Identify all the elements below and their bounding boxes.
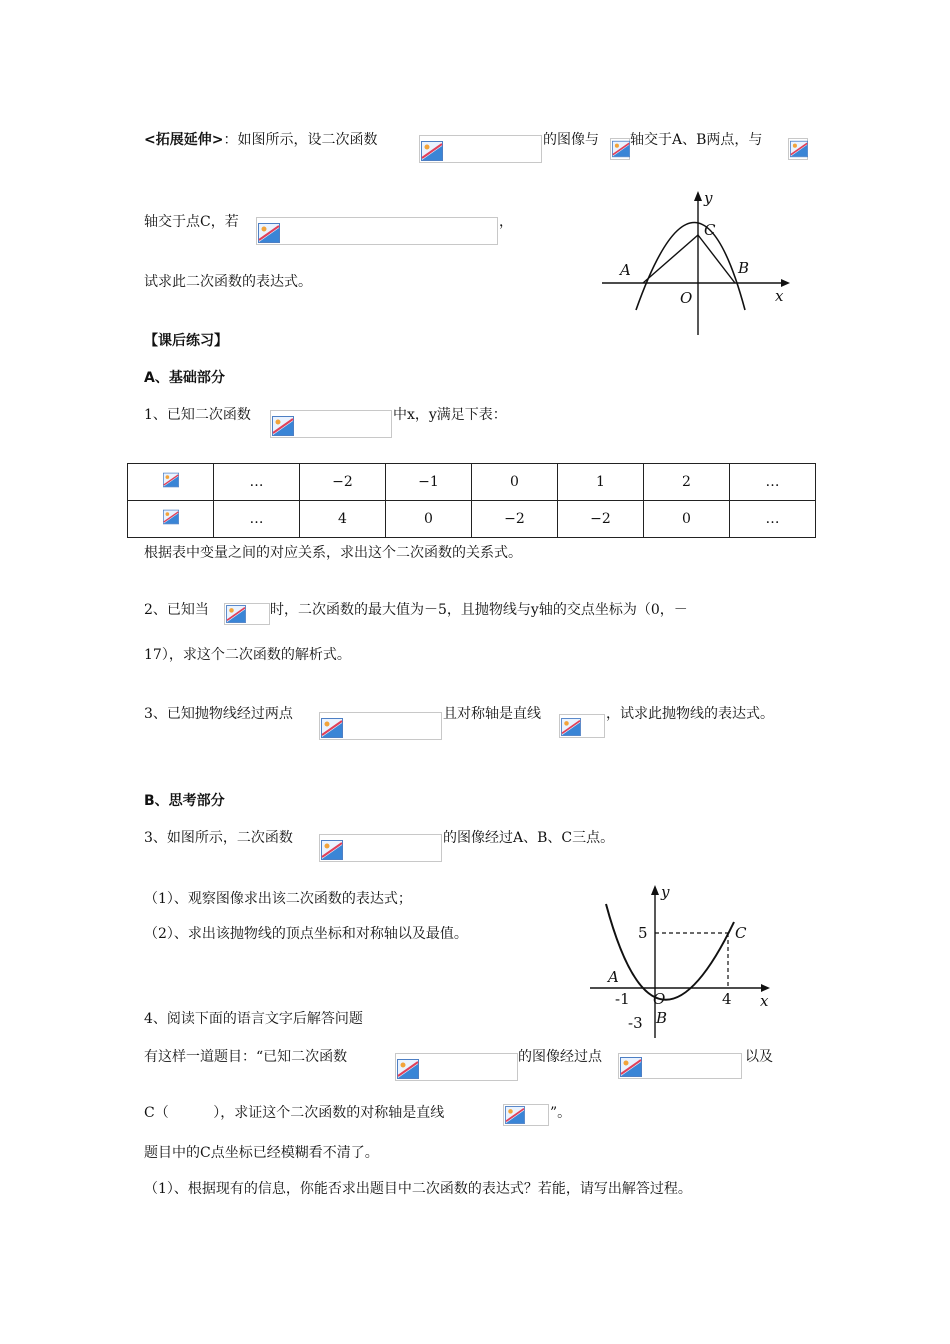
formula-image [618,1053,742,1079]
q4-sub-1: （1）、观察图像求出该二次函数的表达式； [144,891,412,907]
table-cell: −1 [386,464,472,501]
table-cell: … [730,501,816,538]
label-c: C [704,221,716,239]
broken-image-icon [612,140,630,158]
label-four: 4 [722,990,732,1008]
table-cell: 0 [472,464,558,501]
table-cell: 0 [644,501,730,538]
formula-image [503,1104,549,1126]
q4-sub-2: （2）、求出该抛物线的顶点坐标和对称轴以及最值。 [144,926,468,942]
broken-image-icon [226,605,246,623]
q5-intro: 4、阅读下面的语言文字后解答问题 [144,1011,363,1027]
broken-image-icon [321,718,343,738]
formula-image [559,714,605,738]
parabola-figure-1 [600,185,800,340]
table-cell: 2 [644,464,730,501]
part-b-heading: B、思考部分 [144,793,225,809]
table-cell: 1 [558,464,644,501]
formula-image [395,1053,518,1081]
broken-image-icon [163,509,179,525]
table-cell: … [730,464,816,501]
q5-note: 题目中的C点坐标已经模糊看不清了。 [144,1145,379,1161]
table-cell: −2 [300,464,386,501]
table-cell: … [214,464,300,501]
broken-image-icon [620,1057,642,1077]
ext-line-1: <拓展延伸>：如图所示，设二次函数 [144,132,378,148]
label-five: 5 [638,924,648,942]
broken-image-icon [561,718,581,736]
label-x: x [775,287,784,305]
broken-image-icon [272,416,294,436]
formula-image [224,603,270,625]
formula-image [419,135,542,163]
label-y: y [704,189,713,207]
label-b: B [656,1009,668,1027]
label-neg3: -3 [628,1014,643,1032]
segment-cb [698,235,735,283]
label-y: y [661,883,670,901]
q1-instruction: 根据表中变量之间的对应关系，求出这个二次函数的关系式。 [144,545,522,561]
table-row [128,464,816,501]
xy-value-table [127,463,816,538]
formula-image [256,217,498,245]
broken-image-icon [505,1106,525,1124]
label-a: A [620,261,631,279]
formula-image [788,138,808,160]
table-cell: 0 [386,501,472,538]
label-o: O [680,289,693,307]
broken-image-icon [258,223,280,243]
segment-ac [643,235,698,283]
ext-label: <拓展延伸> [144,132,224,148]
parabola-figure-2 [588,880,788,1040]
label-x: x [760,992,769,1010]
label-o: O [653,990,666,1008]
practice-heading: 【课后练习】 [144,333,228,349]
formula-image [610,138,630,160]
table-cell: 4 [300,501,386,538]
label-b: B [738,259,750,277]
broken-image-icon [421,141,443,161]
broken-image-icon [397,1059,419,1079]
table-cell: −2 [558,501,644,538]
table-cell: … [214,501,300,538]
broken-image-icon [321,840,343,860]
formula-image [270,410,392,438]
part-a-heading: A、基础部分 [144,370,225,386]
table-row [128,501,816,538]
formula-image [319,834,442,862]
q5-sub-1: （1）、根据现有的信息，你能否求出题目中二次函数的表达式？若能，请写出解答过程。 [144,1181,692,1197]
label-a: A [608,968,619,986]
broken-image-icon [163,472,179,488]
formula-image [319,712,442,740]
broken-image-icon [790,140,808,158]
parabola-curve [606,904,734,1000]
label-neg1: -1 [615,990,630,1008]
label-c: C [735,924,747,942]
table-cell: −2 [472,501,558,538]
